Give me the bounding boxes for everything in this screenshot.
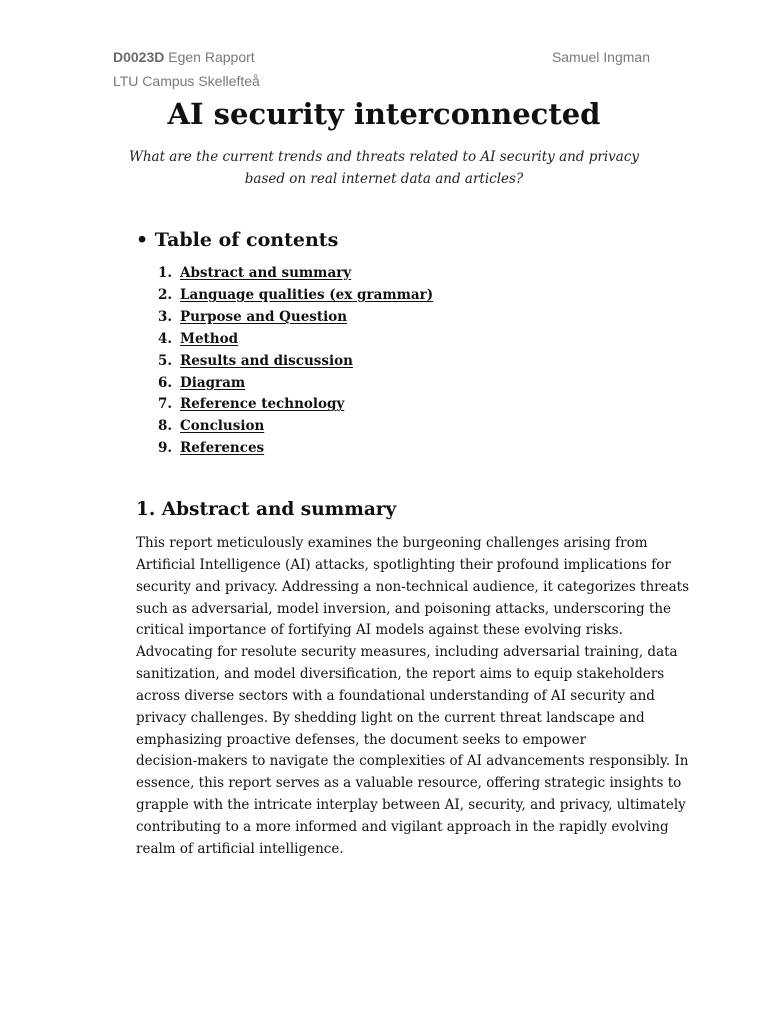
toc-item [158, 329, 433, 351]
toc-link-diagram[interactable] [158, 375, 245, 391]
paragraph-line: such as adversarial, model inversion, and poisoning attacks, underscoring the [136, 600, 672, 617]
toc-link-language[interactable] [158, 287, 433, 303]
paragraph-line: across diverse sectors with a foundational understanding of AI security and [136, 687, 655, 704]
paragraph-line: essence, this report serves as a valuable resource, offering strategic insights to [136, 775, 682, 792]
toc-item [158, 438, 433, 460]
paragraph-line: grapple with the intricate interplay between AI, security, and privacy, ultimately [136, 797, 686, 814]
toc-item [158, 285, 433, 307]
toc-link-results[interactable] [158, 353, 353, 369]
paragraph-line: sanitization, and model diversification, the report aims to equip stakeholders [136, 666, 665, 683]
toc-link-reference-technology[interactable] [158, 396, 344, 412]
toc-label: Abstract and summary [180, 265, 352, 281]
toc-link-purpose[interactable] [158, 309, 347, 325]
paragraph-line: Advocating for resolute security measures, including adversarial training, data [136, 644, 678, 661]
toc-label: Method [180, 330, 239, 347]
section-heading-abstract: 1. Abstract and summary [136, 499, 397, 520]
toc-label: Purpose and Question [180, 308, 348, 325]
toc-number: 2. [158, 286, 173, 303]
paragraph-line: This report meticulously examines the burgeoning challenges arising from [136, 535, 648, 551]
toc-number: 3. [158, 308, 173, 325]
page-header-left [113, 45, 260, 93]
campus-name: LTU Campus Skellefteå [113, 73, 260, 89]
toc-link-method[interactable] [158, 331, 238, 347]
report-type: Egen Rapport [168, 49, 255, 65]
paragraph-line: privacy challenges. By shedding light on the current threat landscape and [136, 709, 645, 726]
paragraph-line: security and privacy. Addressing a non-technical audience, it categorizes threats [136, 578, 690, 595]
toc-item [158, 307, 433, 329]
toc-label: Diagram [180, 374, 246, 391]
paragraph-line: realm of artificial intelligence. [136, 840, 344, 857]
abstract-paragraph [136, 533, 690, 861]
toc-item [158, 263, 433, 285]
toc-link-abstract[interactable] [158, 265, 351, 281]
paragraph-line: Artificial Intelligence (AI) attacks, spotlighting their profound implications for [136, 556, 671, 573]
toc-number: 6. [158, 374, 173, 391]
toc-number: 8. [158, 418, 173, 435]
toc-label: Reference technology [180, 396, 345, 413]
toc-label: Results and discussion [180, 352, 353, 369]
paragraph-line: contributing to a more informed and vigilant approach in the rapidly evolving [136, 818, 669, 835]
course-line [113, 45, 260, 69]
toc-heading: • Table of contents [136, 229, 339, 251]
toc-number: 9. [158, 440, 173, 457]
toc-item [158, 394, 433, 416]
toc-number: 5. [158, 352, 173, 369]
toc-item [158, 416, 433, 438]
toc-number: 1. [158, 265, 173, 281]
toc-number: 7. [158, 396, 173, 413]
toc-item [158, 351, 433, 373]
paragraph-line: critical importance of fortifying AI models against these evolving risks. [136, 622, 623, 639]
toc-number: 4. [158, 330, 173, 347]
toc-link-references[interactable] [158, 440, 264, 456]
document-subtitle: What are the current trends and threats related to AI security and privacy based on real internet data and articles? [128, 149, 640, 187]
toc-item [158, 373, 433, 395]
table-of-contents [158, 263, 433, 460]
author-name: Samuel Ingman [551, 49, 650, 65]
paragraph-line: decision-makers to navigate the complexities of AI advancements responsibly. In [136, 753, 689, 770]
course-code: D0023D [113, 49, 165, 65]
toc-label: Language qualities (ex grammar) [180, 286, 434, 303]
paragraph-line: emphasizing proactive defenses, the document seeks to empower [136, 731, 587, 748]
toc-label: Conclusion [180, 418, 265, 435]
toc-label: References [180, 440, 265, 457]
document-title: AI security interconnected [167, 97, 601, 131]
toc-link-conclusion[interactable] [158, 418, 264, 434]
